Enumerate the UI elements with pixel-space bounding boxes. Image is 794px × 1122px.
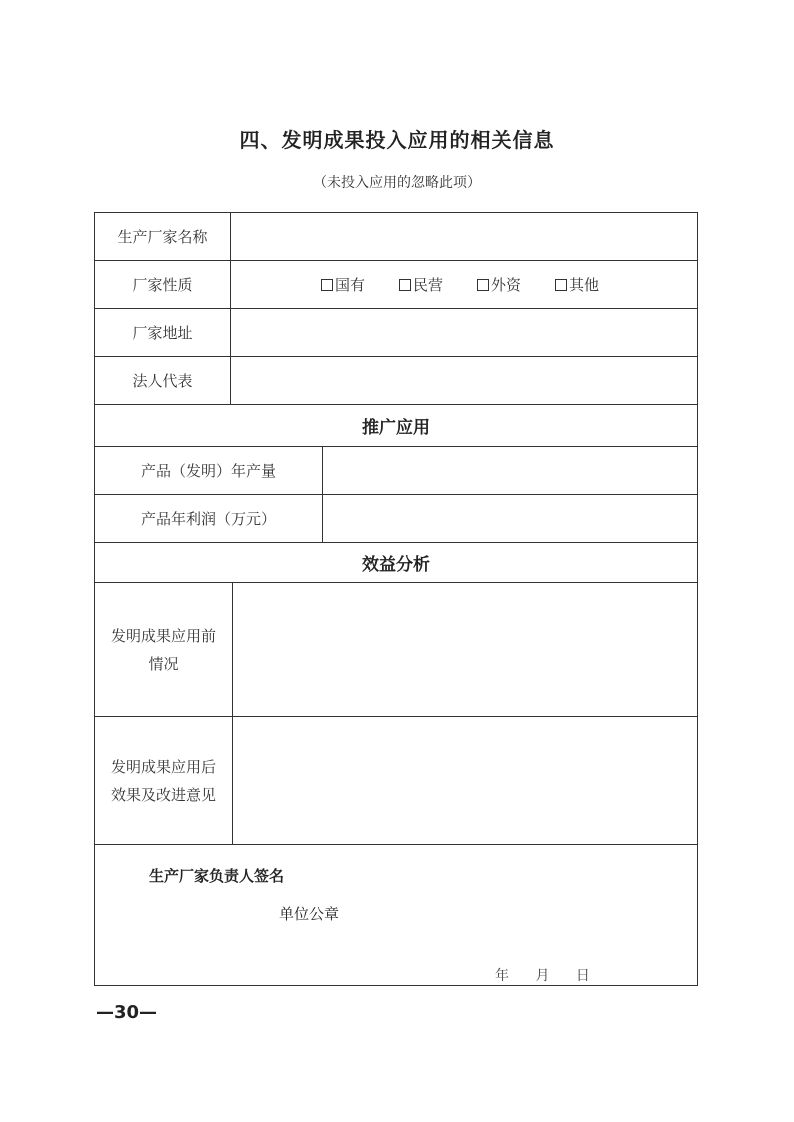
annual-output-field[interactable] xyxy=(323,447,697,494)
legal-rep-label: 法人代表 xyxy=(95,357,231,404)
before-label-line1: 发明成果应用前 xyxy=(110,626,216,645)
option-label: 国有 xyxy=(335,276,366,294)
after-application-field[interactable] xyxy=(233,717,697,844)
after-application-label xyxy=(95,717,233,844)
date-day: 日 xyxy=(575,968,590,984)
option-state-owned[interactable] xyxy=(321,274,365,295)
manufacturer-name-row xyxy=(95,213,697,261)
checkbox-icon[interactable] xyxy=(321,279,333,291)
before-label-line2: 情况 xyxy=(148,654,179,673)
signature-area[interactable] xyxy=(95,845,697,985)
annual-profit-field[interactable] xyxy=(323,495,697,542)
legal-rep-row xyxy=(95,357,697,405)
checkbox-icon[interactable] xyxy=(555,279,567,291)
after-label-line1: 发明成果应用后 xyxy=(110,757,216,776)
manufacturer-type-row xyxy=(95,261,697,309)
manufacturer-address-label: 厂家地址 xyxy=(95,309,231,356)
seal-label: 单位公章 xyxy=(279,905,340,923)
before-application-label xyxy=(95,583,233,716)
annual-output-label: 产品（发明）年产量 xyxy=(95,447,323,494)
option-private[interactable] xyxy=(399,274,443,295)
annual-output-row xyxy=(95,447,697,495)
signature-label: 生产厂家负责人签名 xyxy=(149,867,285,885)
info-form xyxy=(94,212,698,986)
before-application-row xyxy=(95,583,697,717)
option-label: 其他 xyxy=(569,276,600,294)
checkbox-icon[interactable] xyxy=(477,279,489,291)
before-application-field[interactable] xyxy=(233,583,697,716)
after-application-row xyxy=(95,717,697,845)
page-subtitle: （未投入应用的忽略此项） xyxy=(313,175,481,191)
option-other[interactable] xyxy=(555,274,599,295)
page-title: 四、发明成果投入应用的相关信息 xyxy=(239,128,555,152)
after-label-line2: 效果及改进意见 xyxy=(110,785,216,804)
signature-date xyxy=(495,965,612,985)
manufacturer-address-row xyxy=(95,309,697,357)
manufacturer-name-field[interactable] xyxy=(231,213,697,260)
annual-profit-row xyxy=(95,495,697,543)
promotion-section-heading: 推广应用 xyxy=(362,418,430,438)
option-label: 外资 xyxy=(491,276,522,294)
benefit-section-heading: 效益分析 xyxy=(362,555,430,575)
manufacturer-address-field[interactable] xyxy=(231,309,697,356)
date-month: 月 xyxy=(535,968,550,984)
legal-rep-field[interactable] xyxy=(231,357,697,404)
benefit-section-row xyxy=(95,543,697,583)
manufacturer-name-label: 生产厂家名称 xyxy=(95,213,231,260)
page-number: —30— xyxy=(96,1002,158,1023)
promotion-section-row xyxy=(95,405,697,447)
checkbox-icon[interactable] xyxy=(399,279,411,291)
option-label: 民营 xyxy=(413,276,444,294)
manufacturer-type-options xyxy=(231,261,697,308)
date-year: 年 xyxy=(495,968,509,984)
manufacturer-type-label: 厂家性质 xyxy=(95,261,231,308)
annual-profit-label: 产品年利润（万元） xyxy=(95,495,323,542)
option-foreign[interactable] xyxy=(477,274,521,295)
